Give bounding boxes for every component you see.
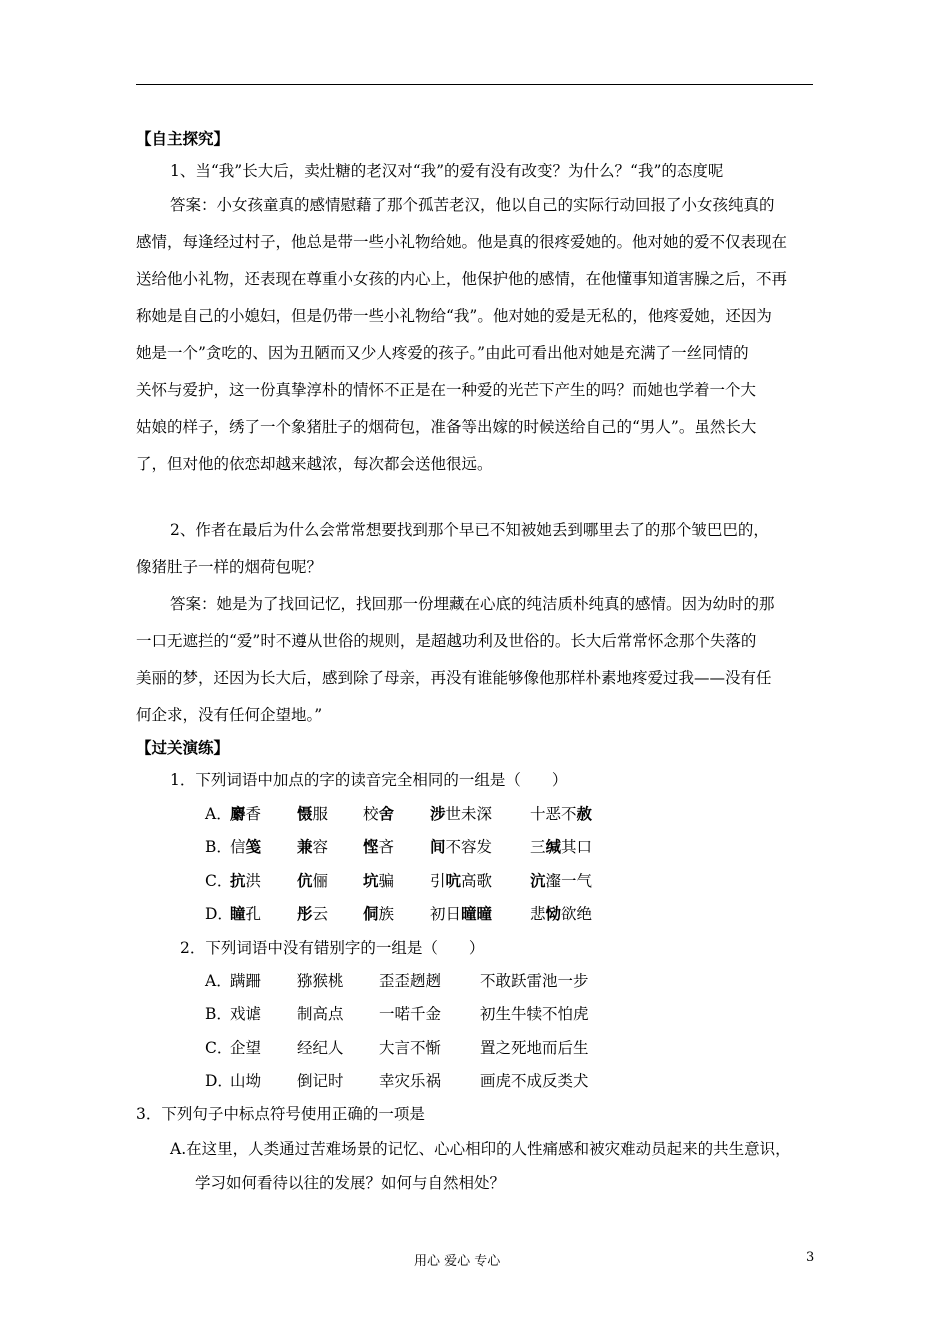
word: 幸灾乐祸: [379, 1072, 442, 1090]
answer-1-line: 答案：小女孩童真的感情慰藉了那个孤苦老汉，他以自己的实际行动回报了小女孩纯真的: [170, 196, 775, 214]
exercise-1-question: 1．下列词语中加点的字的读音完全相同的一组是（ ）: [170, 771, 568, 789]
word: 蹒跚: [230, 972, 262, 990]
exercise-3-question: 3．下列句子中标点符号使用正确的一项是: [136, 1105, 425, 1123]
word: 不敢跃雷池一步: [480, 972, 589, 990]
word: 置之死地而后生: [480, 1039, 589, 1057]
word: 悲恸欲绝: [530, 904, 593, 923]
section-heading-self-study: 【自主探究】: [136, 130, 230, 148]
word: 戏谑: [230, 1005, 262, 1023]
word: 慑服: [297, 804, 329, 823]
option-label: B．: [205, 838, 232, 856]
answer-1-line: 关怀与爱护，这一份真挚淳朴的情怀不正是在一种爱的光芒下产生的吗？而她也学着一个大: [136, 381, 757, 399]
word: 企望: [230, 1039, 262, 1057]
footer-motto: 用心 爱心 专心: [414, 1254, 501, 1269]
answer-2-line: 何企求，没有任何企望地。”: [136, 706, 323, 724]
word: 沆瀣一气: [530, 871, 593, 890]
option-label: A．: [205, 972, 232, 990]
word: 大言不惭: [379, 1039, 442, 1057]
word: 猕猴桃: [297, 972, 344, 990]
answer-1-line: 姑娘的样子，绣了一个象猪肚子的烟荷包，准备等出嫁的时候送给自己的“男人”。虽然长大: [136, 418, 757, 436]
word: 伉俪: [297, 871, 329, 890]
word: 十恶不赦: [530, 804, 593, 823]
word: 信笺: [230, 837, 262, 856]
word: 坑骗: [363, 871, 395, 890]
option-label: C．: [205, 1039, 233, 1057]
option-label: D．: [205, 905, 233, 923]
question-1: 1、当“我”长大后，卖灶糖的老汉对“我”的爱有没有改变？为什么？“我”的态度呢: [170, 162, 724, 180]
word: 涉世未深: [430, 804, 493, 823]
answer-1-line: 了，但对他的依恋却越来越浓，每次都会送他很远。: [136, 455, 493, 473]
section-heading-practice: 【过关演练】: [136, 739, 230, 757]
word: 间不容发: [430, 837, 493, 856]
word: 初生牛犊不怕虎: [480, 1005, 589, 1023]
word: 彤云: [297, 904, 329, 923]
word: 兼容: [297, 837, 329, 856]
page-number: 3: [806, 1250, 815, 1265]
answer-2-line: 美丽的梦，还因为长大后，感到除了母亲，再没有谁能够像他那样朴素地疼爱过我——没有任: [136, 669, 772, 687]
option-label: C．: [205, 872, 233, 890]
answer-2-line: 答案：她是为了找回记忆，找回那一份埋藏在心底的纯洁质朴纯真的感情。因为幼时的那: [170, 595, 775, 613]
answer-1-line: 感情，每逢经过村子，他总是带一些小礼物给她。他是真的很疼爱她的。他对她的爱不仅表现在: [136, 233, 788, 251]
question-2-line: 像猪肚子一样的烟荷包呢？: [136, 558, 323, 576]
answer-1-line: 她是一个”贪吃的、因为丑陋而又少人疼爱的孩子。”由此可看出他对她是充满了一丝同情的: [136, 344, 749, 362]
word: 校舍: [363, 804, 395, 823]
question-2-line: 2、作者在最后为什么会常常想要找到那个早已不知被她丢到哪里去了的那个皱巴巴的，: [170, 521, 769, 539]
word: 歪歪趔趔: [379, 972, 442, 990]
word: 倒记时: [297, 1072, 344, 1090]
word: 侗族: [363, 904, 395, 923]
option-label: A．: [205, 805, 232, 823]
word: 制高点: [297, 1005, 344, 1023]
word: 瞳孔: [230, 904, 262, 923]
header-rule: [136, 84, 813, 85]
word: 抗洪: [230, 871, 262, 890]
exercise-3-option-a-line: 学习如何看待以往的发展？如何与自然相处？: [195, 1174, 506, 1192]
option-label: B．: [205, 1005, 232, 1023]
word: 一喏千金: [379, 1005, 442, 1023]
answer-1-line: 送给他小礼物，还表现在尊重小女孩的内心上，他保护他的感情，在他懂事知道害臊之后，不再: [136, 270, 788, 288]
answer-2-line: 一口无遮拦的“爱”时不遵从世俗的规则，是超越功利及世俗的。长大后常常怀念那个失落的: [136, 632, 757, 650]
word: 画虎不成反类犬: [480, 1072, 589, 1090]
exercise-3-option-a-line: A.在这里，人类通过苦难场景的记忆、心心相印的人性痛感和被灾难动员起来的共生意识，: [170, 1140, 791, 1158]
word: 引吭高歌: [430, 871, 493, 890]
exercise-2-question: 2．下列词语中没有错别字的一组是（ ）: [180, 939, 485, 957]
word: 山坳: [230, 1072, 262, 1090]
option-label: D．: [205, 1072, 233, 1090]
word: 三缄其口: [530, 837, 593, 856]
word: 初日曈曈: [430, 904, 493, 923]
word: 麝香: [230, 804, 262, 823]
word: 悭吝: [363, 837, 395, 856]
answer-1-line: 称她是自己的小媳妇，但是仍带一些小礼物给“我”。他对她的爱是无私的，他疼爱她，还因为: [136, 307, 772, 325]
word: 经纪人: [297, 1039, 344, 1057]
